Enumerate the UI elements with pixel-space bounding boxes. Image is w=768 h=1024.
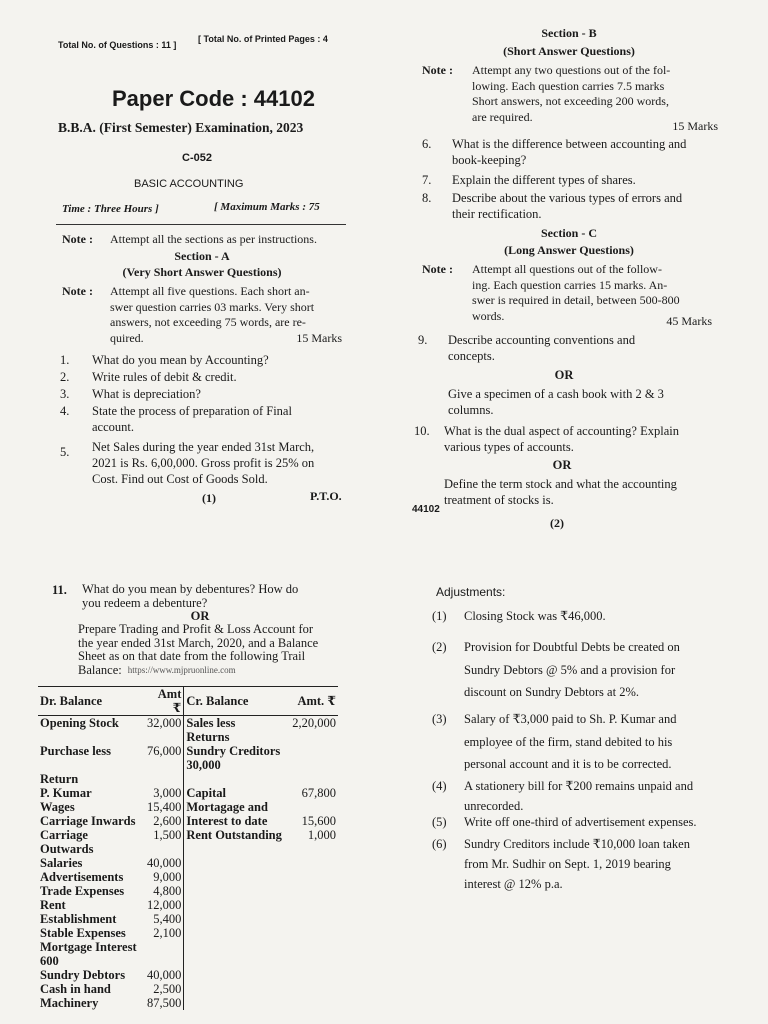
dr-account <box>38 730 144 744</box>
table-row <box>38 828 338 842</box>
section-marks: 15 Marks <box>672 119 718 133</box>
cr-account: Returns <box>186 730 230 744</box>
adjustment-text: personal account and it is to be corrected. <box>464 757 672 771</box>
question-text: Cost. Find out Cost of Goods Sold. <box>92 472 268 486</box>
question-text: concepts. <box>448 349 495 363</box>
section-b-subtitle: (Short Answer Questions) <box>503 44 635 58</box>
dr-account: Purchase less <box>40 744 111 758</box>
note-line: answers, not exceeding 75 words, are re- <box>110 315 306 329</box>
table-row <box>38 772 338 786</box>
note-label: Note : <box>62 284 93 298</box>
question-5 <box>60 439 360 489</box>
question-10-alternative <box>444 476 744 510</box>
or-divider: OR <box>554 368 574 382</box>
adjustment-text: Sundry Debtors @ 5% and a provision for <box>464 662 676 677</box>
watermark-url: https://www.mjpruonline.com <box>127 664 236 675</box>
cr-amount <box>290 856 338 870</box>
question-text: Describe accounting conventions and <box>448 333 636 347</box>
dr-account: Machinery <box>40 996 99 1010</box>
section-marks: 15 Marks <box>296 331 342 345</box>
page-2 <box>384 0 768 512</box>
cr-amount <box>290 884 338 898</box>
question-number: 4. <box>60 404 70 418</box>
section-c-note <box>422 262 722 330</box>
table-row <box>38 744 338 772</box>
table-row <box>38 730 338 744</box>
table-row <box>38 982 338 996</box>
table-row <box>38 912 338 926</box>
cr-account <box>184 912 290 926</box>
question-number: 5. <box>60 445 70 459</box>
cr-account <box>184 968 290 982</box>
table-row <box>38 996 338 1010</box>
adjustment-item <box>432 708 752 776</box>
question-number: 1. <box>60 353 70 367</box>
question-number: 10. <box>414 424 430 438</box>
cr-account: Sundry Creditors 30,000 <box>186 744 281 772</box>
dr-account: Return <box>40 772 79 786</box>
cr-amount: 2,20,000 <box>292 716 336 730</box>
cr-amount <box>290 968 338 982</box>
table-row <box>38 968 338 982</box>
cr-amount-header: Amt. ₹ <box>290 687 338 716</box>
trial-balance-table <box>38 686 338 1010</box>
cr-amount <box>290 982 338 996</box>
cr-amount: 15,600 <box>301 814 336 828</box>
adjustment-text: A stationery bill for ₹200 remains unpaid and <box>464 779 694 793</box>
cr-account <box>184 842 290 856</box>
note-line: swer question carries 03 marks. Very short <box>110 299 315 314</box>
question-9 <box>418 332 738 366</box>
dr-account: P. Kumar <box>40 786 92 800</box>
section-marks: 45 Marks <box>666 314 712 328</box>
question-text: State the process of preparation of Final <box>92 404 292 418</box>
question-text: Give a specimen of a cash book with 2 & 3 <box>448 387 664 401</box>
dr-amount: 2,500 <box>144 982 183 996</box>
question-text: the year ended 31st March, 2020, and a Balance <box>78 635 319 650</box>
table-row <box>38 800 338 814</box>
page-number: (1) <box>202 491 216 505</box>
cr-balance-header: Cr. Balance <box>184 687 290 716</box>
dr-account: Sundry Debtors <box>40 968 126 982</box>
cr-amount <box>290 870 338 884</box>
adjustment-number: (4) <box>432 779 447 793</box>
adjustment-item <box>432 636 752 704</box>
dr-amount: 1,500 <box>144 828 183 842</box>
dr-amount: 2,600 <box>144 814 183 828</box>
note-label: Note : <box>422 262 453 276</box>
cr-amount <box>290 800 338 814</box>
section-b-note <box>422 63 722 133</box>
adjustment-text: Provision for Doubtful Debts be created on <box>464 640 680 654</box>
dr-amount <box>144 772 183 786</box>
pto-label: P.T.O. <box>310 489 342 503</box>
adjustment-item <box>432 834 752 894</box>
dr-account: Establishment <box>40 912 117 926</box>
table-row <box>38 870 338 884</box>
note-line: Attempt any two questions out of the fol- <box>472 63 671 77</box>
total-questions: Total No. of Questions : 11 ] <box>58 40 177 50</box>
question-text: you redeem a debenture? <box>82 596 208 610</box>
adjustment-text: discount on Sundry Debtors at 2%. <box>464 685 639 699</box>
question-text: book-keeping? <box>452 153 527 167</box>
note-line: ing. Each question carries 15 marks. An- <box>472 277 668 292</box>
section-c-title: Section - C <box>541 226 597 240</box>
section-b-title: Section - B <box>541 26 597 40</box>
dr-account: Opening Stock <box>40 716 119 730</box>
note-line: words. <box>472 308 505 323</box>
note-line: lowing. Each question carries 7.5 marks <box>472 78 665 93</box>
dr-amount: 87,500 <box>144 996 183 1010</box>
total-pages: [ Total No. of Printed Pages : 4 <box>198 34 328 44</box>
question-text: Prepare Trading and Profit & Loss Account for <box>78 622 314 636</box>
page-3 <box>0 512 384 1024</box>
dr-amount: 15,400 <box>144 800 183 814</box>
note-line: Attempt all five questions. Each short an- <box>110 284 310 298</box>
cr-account <box>184 996 290 1010</box>
cr-account <box>184 982 290 996</box>
dr-account: Carriage <box>40 828 88 842</box>
note-line: Attempt all questions out of the follow- <box>472 262 662 276</box>
cr-account: Interest to date <box>186 814 268 828</box>
note-text: Attempt all the sections as per instructions. <box>110 232 317 246</box>
dr-account: Carriage Inwards <box>40 814 136 828</box>
question-number: 8. <box>422 191 432 205</box>
adjustment-text: unrecorded. <box>464 799 524 813</box>
adjustment-text: Write off one-third of advertisement expenses. <box>464 815 697 829</box>
question-11-alternative <box>78 623 368 683</box>
dr-account: Rent <box>40 898 66 912</box>
question-text: treatment of stocks is. <box>444 493 554 507</box>
question-6 <box>422 136 732 168</box>
page-1 <box>0 0 384 512</box>
question-text: Write rules of debit & credit. <box>92 370 237 384</box>
dr-amount: 3,000 <box>144 786 183 800</box>
cr-account <box>184 772 290 786</box>
adjustment-number: (1) <box>432 609 447 623</box>
question-text: Balance: <box>78 662 122 677</box>
question-text: Sheet as on that date from the following Trail <box>78 649 306 663</box>
question-number: 11. <box>52 583 67 597</box>
dr-amount-header: Amt ₹ <box>144 687 183 716</box>
page-4 <box>384 512 768 1024</box>
note-line: swer is required in detail, between 500-800 <box>472 293 680 307</box>
question-number: 2. <box>60 370 70 384</box>
adjustment-item <box>432 608 752 624</box>
dr-amount: 9,000 <box>144 870 183 884</box>
section-a-subtitle: (Very Short Answer Questions) <box>122 265 282 279</box>
cr-amount <box>290 744 338 772</box>
question-text: What is the difference between accounting and <box>452 137 687 151</box>
cr-amount <box>290 996 338 1010</box>
question-2 <box>60 369 360 385</box>
table-row <box>38 842 338 856</box>
paper-code: Paper Code : 44102 <box>112 86 315 111</box>
table-row <box>38 786 338 800</box>
dr-account: Stable Expenses <box>40 926 126 940</box>
question-8 <box>422 190 732 222</box>
question-4 <box>60 403 360 437</box>
question-number: 7. <box>422 173 432 187</box>
maximum-marks: [ Maximum Marks : 75 <box>214 201 320 213</box>
cr-amount <box>290 730 338 744</box>
dr-account: Cash in hand <box>40 982 111 996</box>
page-number: (2) <box>550 516 564 530</box>
cr-amount <box>290 912 338 926</box>
cr-account <box>184 884 290 898</box>
cr-account: Rent Outstanding <box>186 828 282 842</box>
dr-amount: 32,000 <box>144 716 183 731</box>
dr-amount <box>144 940 183 968</box>
cr-amount <box>290 926 338 940</box>
dr-amount: 40,000 <box>144 856 183 870</box>
table-row <box>38 884 338 898</box>
header-divider <box>56 224 346 225</box>
dr-account: Advertisements <box>40 870 124 884</box>
question-number: 3. <box>60 387 70 401</box>
adjustment-text: Sundry Creditors include ₹10,000 loan taken <box>464 837 690 851</box>
dr-account: Outwards <box>40 842 94 856</box>
dr-amount: 12,000 <box>144 898 183 912</box>
cr-amount: 1,000 <box>307 828 336 842</box>
section-c-subtitle: (Long Answer Questions) <box>504 243 634 257</box>
cr-account <box>184 898 290 912</box>
dr-amount <box>144 842 183 856</box>
adjustment-number: (2) <box>432 640 447 654</box>
adjustment-text: Salary of ₹3,000 paid to Sh. P. Kumar and <box>464 712 677 726</box>
dr-amount: 4,800 <box>144 884 183 898</box>
question-text: account. <box>92 420 134 434</box>
dr-amount: 2,100 <box>144 926 183 940</box>
subject-title: BASIC ACCOUNTING <box>134 178 244 190</box>
dr-amount <box>144 730 183 744</box>
question-text: What is the dual aspect of accounting? Explain <box>444 424 679 438</box>
table-row <box>38 716 338 731</box>
cr-amount <box>290 940 338 968</box>
general-note <box>62 232 362 248</box>
paper-code-footer: 44102 <box>412 504 440 512</box>
cr-amount <box>290 772 338 786</box>
cr-amount <box>290 842 338 856</box>
dr-amount: 5,400 <box>144 912 183 926</box>
question-text: What is depreciation? <box>92 387 201 401</box>
question-text: various types of accounts. <box>444 440 574 454</box>
question-3 <box>60 386 360 402</box>
question-text: Explain the different types of shares. <box>452 173 636 187</box>
dr-account: Salaries <box>40 856 83 870</box>
adjustment-text: from Mr. Sudhir on Sept. 1, 2019 bearing <box>464 857 671 871</box>
or-divider: OR <box>190 609 210 623</box>
dr-account: Mortgage Interest 600 <box>40 940 137 968</box>
adjustment-item <box>432 812 752 832</box>
dr-amount: 40,000 <box>144 968 183 982</box>
adjustment-text: interest @ 12% p.a. <box>464 877 563 891</box>
or-divider: OR <box>552 458 572 472</box>
question-text: Define the term stock and what the accounting <box>444 477 677 491</box>
question-9-alternative <box>448 386 748 420</box>
cr-amount <box>290 898 338 912</box>
cr-account <box>184 940 290 968</box>
question-text: their rectification. <box>452 207 542 221</box>
question-text: What do you mean by debentures? How do <box>82 582 299 596</box>
question-7 <box>422 172 732 188</box>
adjustments-title: Adjustments: <box>436 585 506 599</box>
section-a-note <box>62 284 352 348</box>
adjustment-text: employee of the firm, stand debited to his <box>464 734 673 749</box>
question-number: 9. <box>418 333 428 347</box>
adjustment-text: Closing Stock was ₹46,000. <box>464 609 606 623</box>
dr-account: Wages <box>40 800 75 814</box>
note-label: Note : <box>422 63 453 77</box>
question-10 <box>414 423 738 457</box>
dr-balance-header: Dr. Balance <box>38 687 144 716</box>
question-1 <box>60 352 360 368</box>
cr-account <box>184 856 290 870</box>
table-row <box>38 940 338 968</box>
question-text: Describe about the various types of errors and <box>452 191 683 205</box>
exam-time: Time : Three Hours ] <box>62 203 159 215</box>
note-label: Note : <box>62 232 93 246</box>
cr-amount: 67,800 <box>301 786 336 800</box>
dr-amount: 76,000 <box>144 744 183 772</box>
table-row <box>38 926 338 940</box>
question-text: Net Sales during the year ended 31st March, <box>92 440 315 454</box>
cr-account <box>184 926 290 940</box>
section-a-title: Section - A <box>174 249 230 263</box>
note-line: quired. <box>110 330 144 345</box>
question-number: 6. <box>422 137 432 151</box>
dr-account: Trade Expenses <box>40 884 125 898</box>
table-header-row <box>38 687 338 716</box>
question-text: 2021 is Rs. 6,00,000. Gross profit is 25% on <box>92 456 315 470</box>
note-line: Short answers, not exceeding 200 words, <box>472 94 669 108</box>
cr-account: Mortagage and <box>186 800 268 814</box>
adjustment-number: (3) <box>432 712 447 726</box>
cr-account: Sales less <box>186 716 236 730</box>
adjustment-item <box>432 776 752 816</box>
note-line: are required. <box>472 109 533 124</box>
exam-title: B.B.A. (First Semester) Examination, 2023 <box>58 120 304 135</box>
question-text: columns. <box>448 403 494 417</box>
adjustment-number: (6) <box>432 837 447 851</box>
cr-account: Capital <box>186 786 226 800</box>
cr-account <box>184 870 290 884</box>
adjustment-number: (5) <box>432 815 447 829</box>
question-text: What do you mean by Accounting? <box>92 353 269 367</box>
table-row <box>38 814 338 828</box>
course-code: C-052 <box>182 152 212 164</box>
table-row <box>38 898 338 912</box>
table-row <box>38 856 338 870</box>
